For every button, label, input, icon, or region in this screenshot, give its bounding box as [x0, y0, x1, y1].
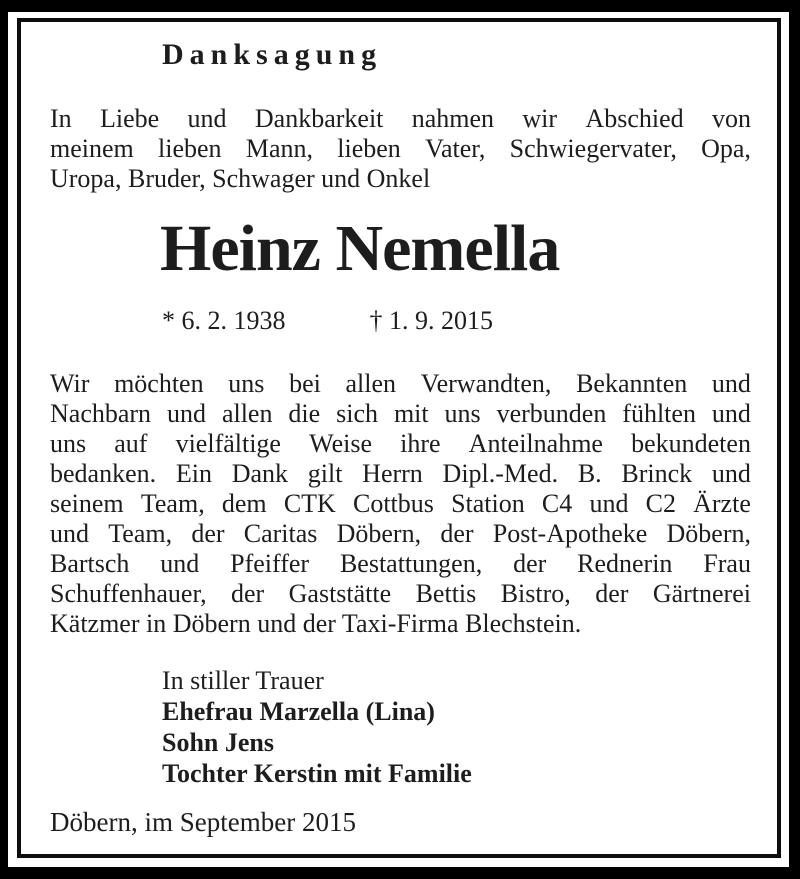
thanks-line-3: uns auf vielfältige Weise ihre Anteilnahme bekundeten	[50, 429, 751, 458]
notice-header: Danksagung	[162, 38, 383, 71]
death-date: † 1. 9. 2015	[369, 306, 493, 335]
thanks-line-1: Wir möchten uns bei allen Verwandten, Bekannten und	[50, 369, 751, 398]
intro-line-3: Uropa, Bruder, Schwager und Onkel	[50, 164, 431, 193]
intro-paragraph	[50, 104, 751, 194]
thanks-line-9: Kätzmer in Döbern und der Taxi-Firma Blechstein.	[50, 609, 582, 638]
deceased-name: Heinz Nemella	[160, 212, 560, 285]
paper-margin	[8, 12, 789, 867]
mourner-son: Sohn Jens	[162, 728, 274, 757]
life-dates	[162, 306, 751, 336]
closing-intro: In stiller Trauer	[162, 666, 324, 695]
obituary-frame	[17, 18, 781, 858]
thanks-line-8: Schuffenhauer, der Gaststätte Bettis Bistro, der Gärtnerei	[50, 579, 751, 608]
thanks-line-2: Nachbarn und allen die sich mit uns verbunden fühlten und	[50, 399, 751, 428]
mourner-wife: Ehefrau Marzella (Lina)	[162, 697, 435, 726]
place-date-line: Döbern, im September 2015	[50, 807, 356, 837]
intro-line-2: meinem lieben Mann, lieben Vater, Schwiegervater, Opa,	[50, 134, 751, 163]
mourner-daughter: Tochter Kerstin mit Familie	[162, 759, 472, 788]
mourners-block	[162, 665, 751, 789]
thanks-line-5: seinem Team, dem CTK Cottbus Station C4 und C2 Ärzte	[50, 489, 751, 518]
thanks-line-6: und Team, der Caritas Döbern, der Post-Apotheke Döbern,	[50, 519, 751, 548]
birth-date: * 6. 2. 1938	[162, 306, 286, 335]
thanks-line-4: bedanken. Ein Dank gilt Herrn Dipl.-Med. B. Brinck und	[50, 459, 751, 488]
thanks-paragraph	[50, 369, 751, 639]
obituary-content	[21, 22, 777, 854]
thanks-line-7: Bartsch und Pfeiffer Bestattungen, der Rednerin Frau	[50, 549, 751, 578]
intro-line-1: In Liebe und Dankbarkeit nahmen wir Abschied von	[50, 104, 751, 133]
